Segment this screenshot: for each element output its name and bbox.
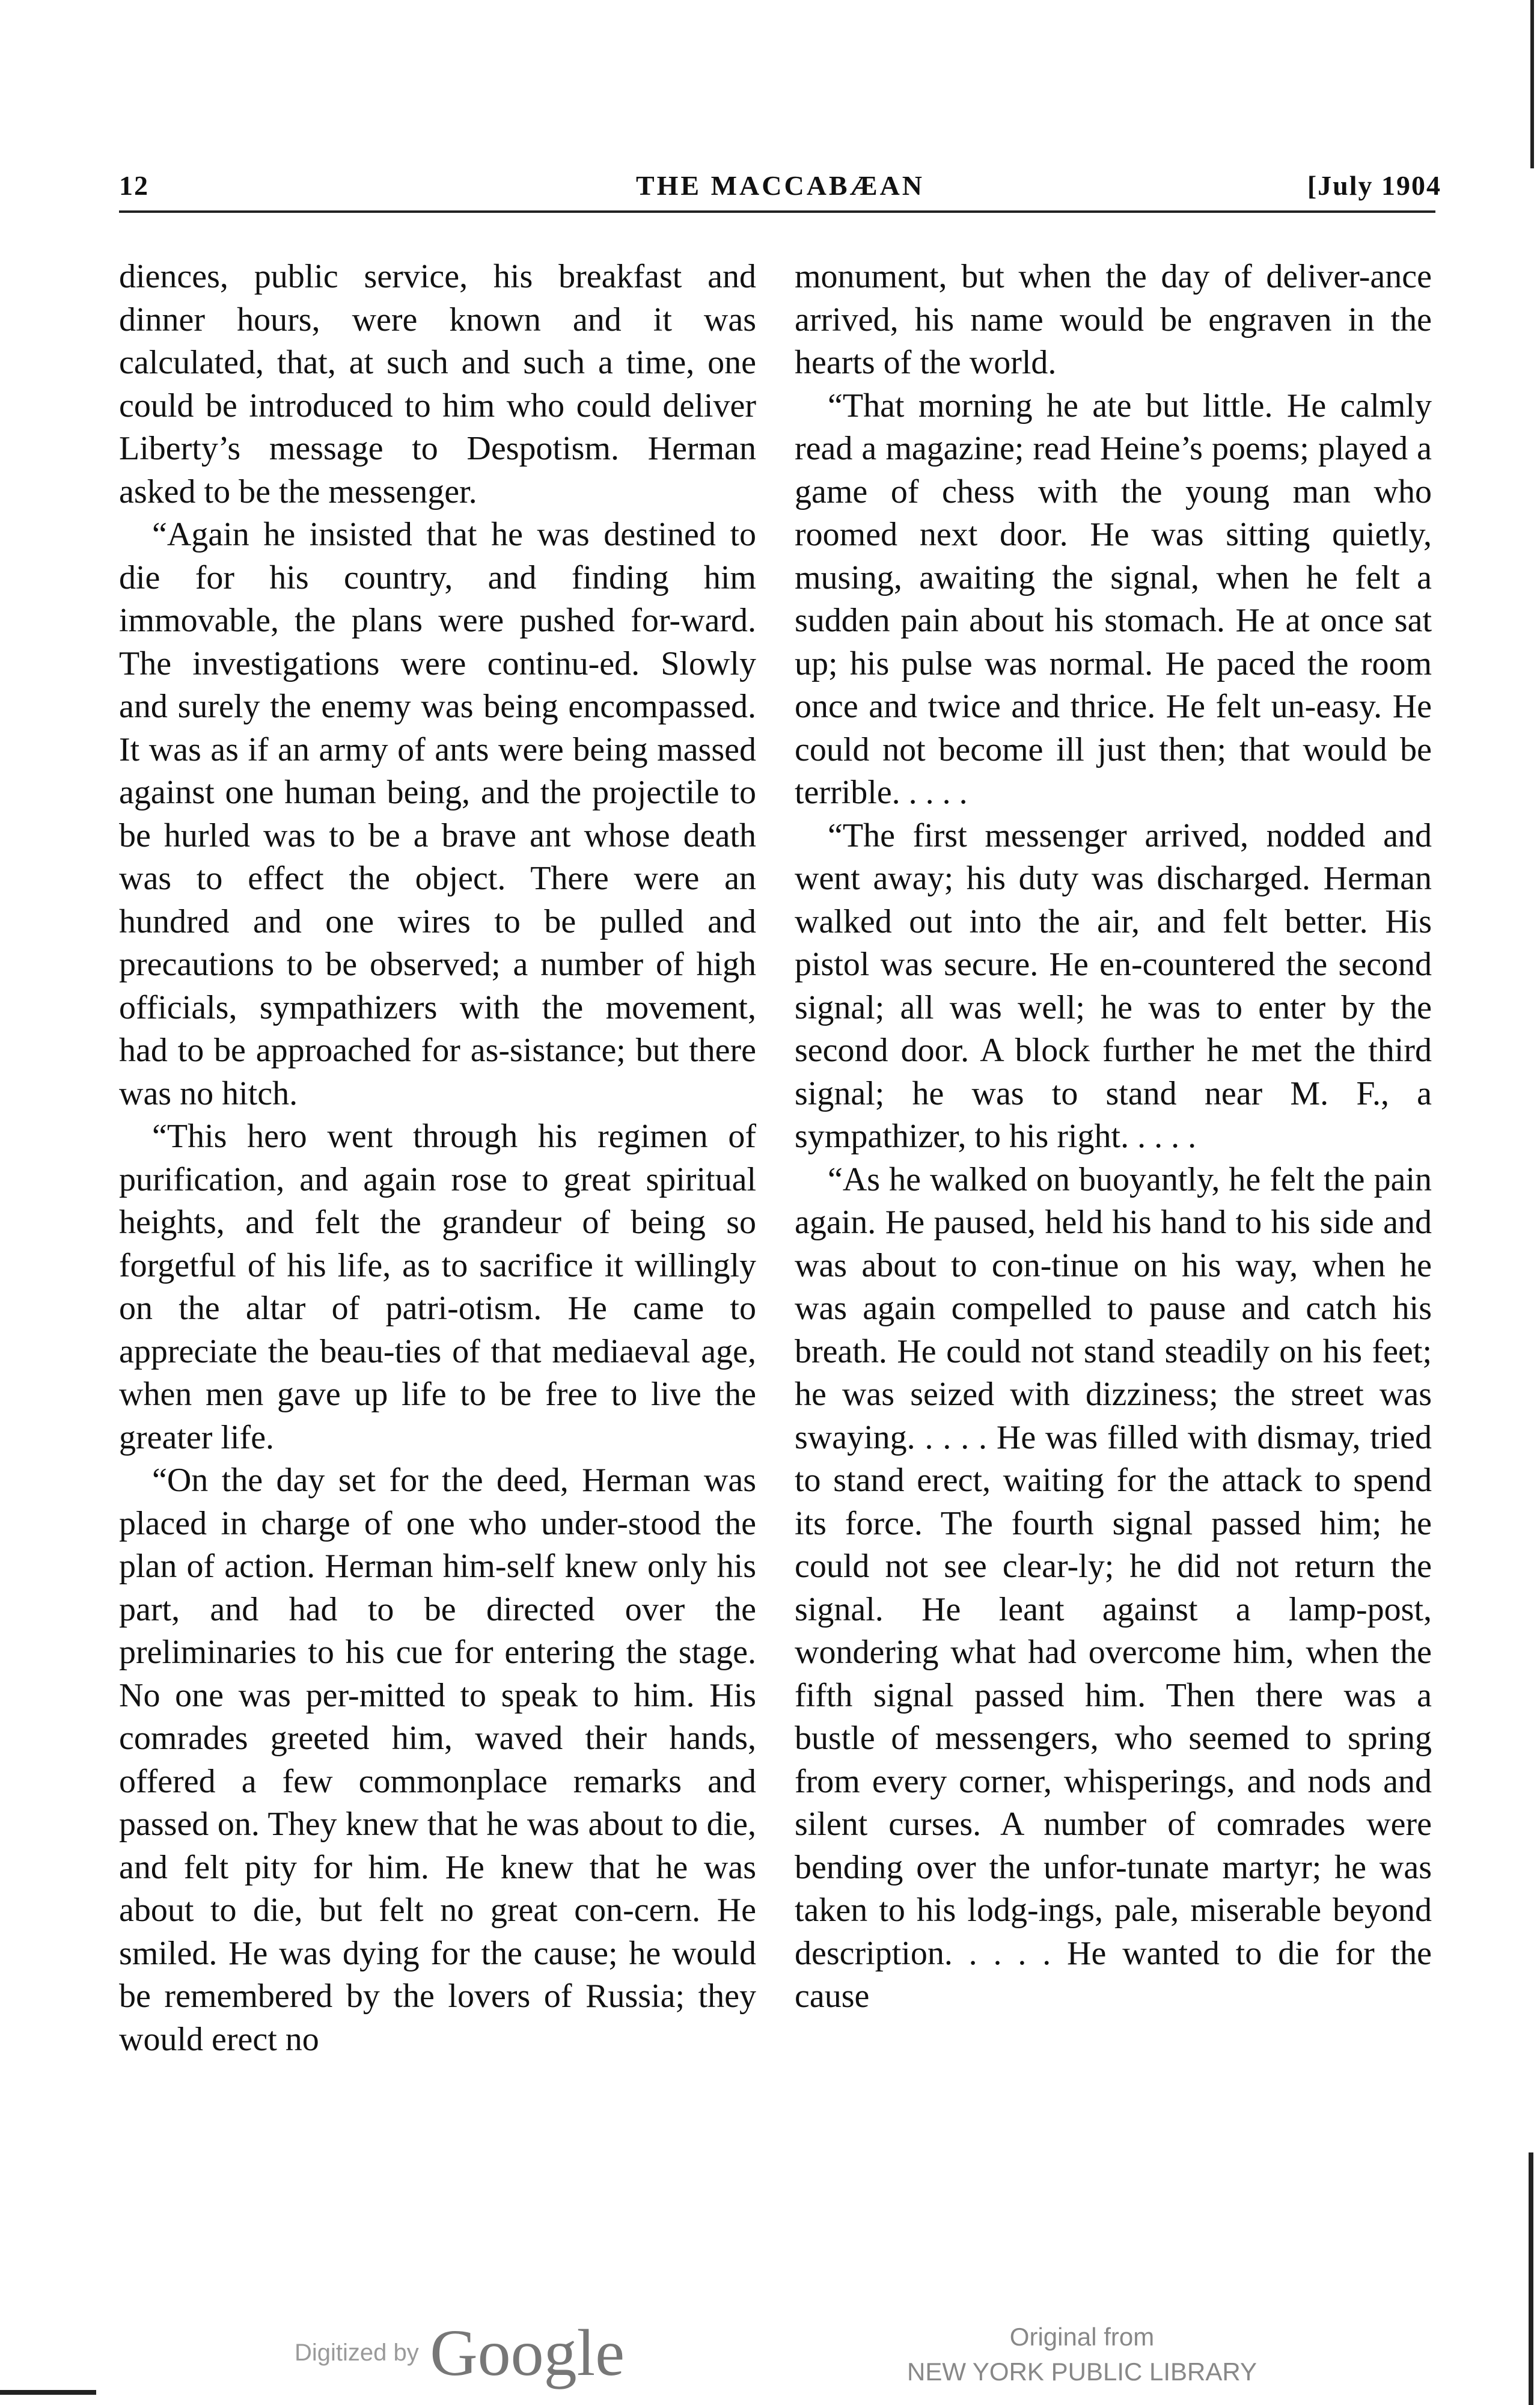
- digitized-by-text: Digitized by: [295, 2339, 419, 2366]
- paragraph: “That morning he ate but little. He calmly read a magazine; read Heine’s poems; played a game of chess with the young man who roomed next door. He was sitting quietly, musing, awaiting the signal, when he felt a sudden pain about his stomach. He at once sat up; his pulse was normal. He paced the room once and twice and thrice. He felt un-easy. He could not become ill just then; that would be terrible. . . . .: [795, 387, 1432, 811]
- library-name: NEW YORK PUBLIC LIBRARY: [907, 2358, 1257, 2386]
- library-watermark: [890, 2320, 1274, 2389]
- paragraph: “This hero went through his regimen of purification, and again rose to great spiritual heights, and felt the grandeur of being so forgetful of his life, as to sacrifice it willingly on the altar of patri-otism. He came to appreciate the beau-ties of that mediaeval age, when men gave up life to be free to live the greater life.: [119, 1118, 756, 1456]
- digitized-by-watermark: [295, 2315, 625, 2391]
- paragraph: “Again he insisted that he was destined to die for his country, and finding him immovable, the plans were pushed for-ward. The investigations were continu-ed. Slowly and surely the enemy was being encompassed. It was as if an army of ants were being massed against one human being, and the projectile to be hurled was to be a brave ant whose death was to effect the object. There were an hundred and one wires to be pulled and precautions to be observed; a number of high officials, sympathizers with the movement, had to be approached for as-sistance; but there was no hitch.: [119, 516, 756, 1112]
- page-number: 12: [119, 170, 149, 201]
- right-column: [795, 256, 1432, 2018]
- paragraph: monument, but when the day of deliver-ance arrived, his name would be engraven in the hearts of the world.: [795, 258, 1432, 381]
- header-rule: [119, 210, 1435, 213]
- paragraph: “As he walked on buoyantly, he felt the pain again. He paused, held his hand to his side and was about to con-tinue on his way, when he was again compelled to pause and catch his breath. He could not stand steadily on his feet; he was seized with dizziness; the street was swaying. . . . . He was filled with dismay, tried to stand erect, waiting for the attack to spend its force. The fourth signal passed him; he could not see clear-ly; he did not return the signal. He leant against a lamp-post, wondering what had overcome him, when the fifth signal passed him. Then there was a bustle of messengers, who seemed to spring from every corner, whisperings, and nods and silent curses. A number of comrades were bending over the unfor-tunate martyr; he was taken to his lodg-ings, pale, miserable beyond description. . . . . He wanted to die for the cause: [795, 1160, 1432, 2015]
- paragraph: “On the day set for the deed, Herman was placed in charge of one who under-stood the plan of action. Herman him-self knew only his part, and had to be directed over the preliminaries to his cue for entering the stage. No one was per-mitted to speak to him. His comrades greeted him, waved their hands, offered a few commonplace remarks and passed on. They knew that he was about to die, and felt pity for him. He knew that he was about to die, but felt no great con-cern. He smiled. He was dying for the cause; he would be remembered by the lovers of Russia; they would erect no: [119, 1462, 756, 2058]
- issue-date: [July 1904: [1307, 170, 1441, 201]
- scan-edge-mark: [1529, 2152, 1533, 2405]
- journal-title: THE MACCABÆAN: [635, 170, 925, 201]
- scan-edge-mark: [0, 2390, 96, 2395]
- original-from-text: Original from: [1009, 2323, 1155, 2351]
- scan-edge-mark: [1530, 0, 1534, 168]
- paragraph: “The first messenger arrived, nodded and went away; his duty was discharged. Herman walked out into the air, and felt better. His pistol was secure. He en-countered the second signal; all was well; he was to enter by the second door. A block further he met the third signal; he was to stand near M. F., a sympathizer, to his right. . . . .: [795, 816, 1432, 1155]
- left-column: [119, 256, 756, 2061]
- google-logo: Google: [430, 2316, 625, 2389]
- page-header: [119, 170, 1441, 212]
- paragraph: diences, public service, his breakfast and dinner hours, were known and it was calculated, that, at such and such a time, one could be introduced to him who could deliver Liberty’s message to Despotism. Herman asked to be the messenger.: [119, 258, 756, 510]
